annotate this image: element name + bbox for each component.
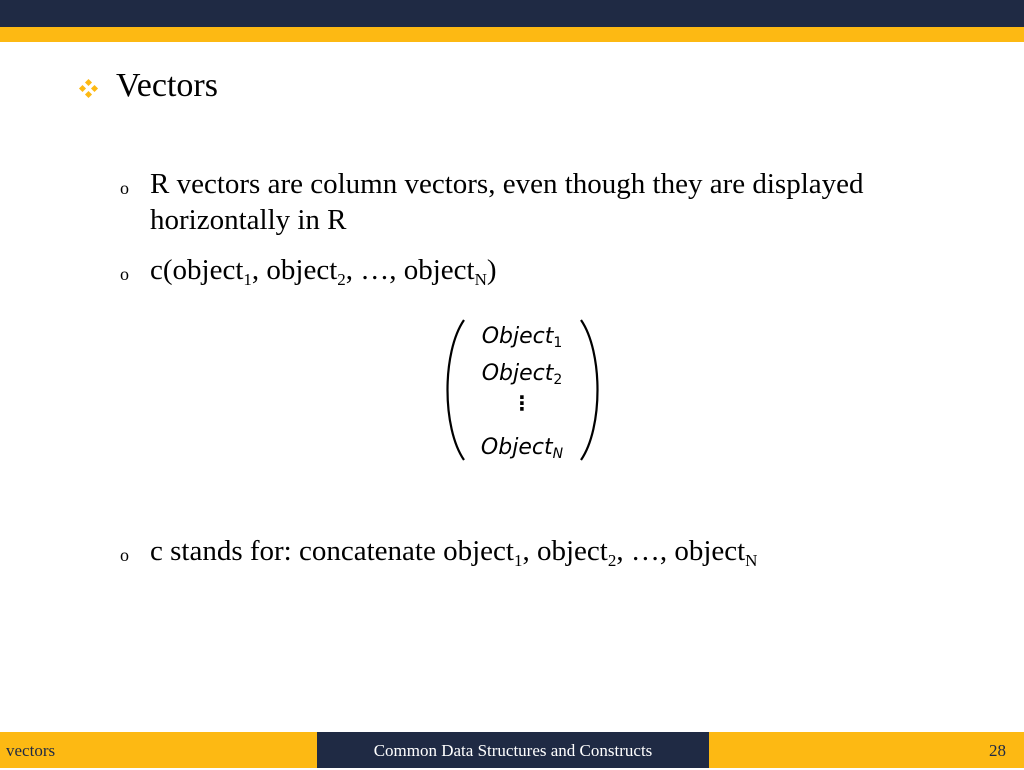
footer-section-label: vectors: [0, 732, 317, 768]
slide-footer: [0, 732, 1024, 768]
ring-bullet-icon: o: [120, 545, 129, 565]
matrix-vertical-dots: ⋮: [512, 391, 532, 415]
top-navy-band: [0, 0, 1024, 27]
bullet-text: R vectors are column vectors, even though they are displayed horizontally in R: [150, 168, 864, 236]
bullet-text: c stands for: concatenate object$_1$, object$_2$, …, object$_N$: [150, 535, 758, 570]
column-vector-matrix: [440, 316, 605, 464]
four-diamond-bullet-icon: [80, 80, 98, 98]
footer-page-number: 28: [709, 732, 1024, 768]
bullet-concatenate: [120, 533, 920, 573]
matrix-row-object-2: Object$_2$: [481, 361, 563, 388]
matrix-row-object-n: Object$_N$: [480, 435, 564, 462]
slide-heading: Vectors: [116, 67, 218, 104]
matrix-row-object-1: Object$_1$: [481, 324, 563, 351]
slide-heading-row: [80, 64, 218, 108]
top-gold-stripe: [0, 27, 1024, 42]
bullet-column-vectors: [120, 166, 920, 238]
bullet-c-function: [120, 252, 920, 292]
ring-bullet-icon: o: [120, 178, 129, 198]
bullet-text: c(object$_1$, object$_2$, …, object$_N$): [150, 254, 497, 289]
ring-bullet-icon: o: [120, 264, 129, 284]
footer-presentation-title: Common Data Structures and Constructs: [317, 732, 709, 768]
